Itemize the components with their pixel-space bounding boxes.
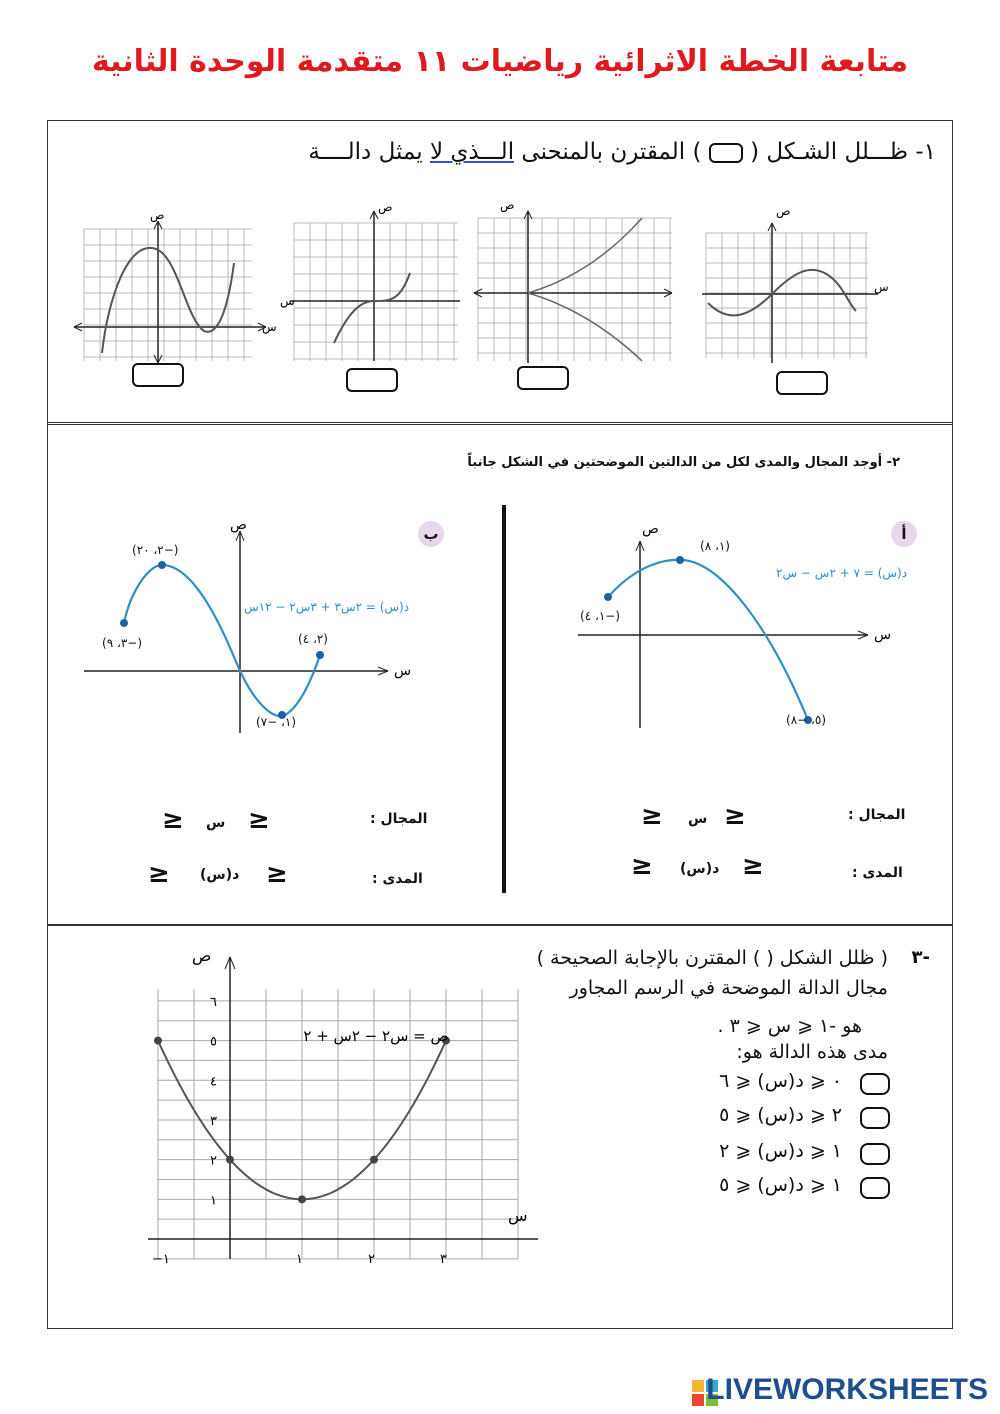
answer-box-4[interactable] bbox=[132, 363, 184, 387]
divider bbox=[502, 505, 506, 893]
data-point bbox=[370, 1156, 378, 1164]
graph-cubic-wave bbox=[68, 209, 278, 369]
answer-box-1[interactable] bbox=[776, 371, 828, 395]
data-point bbox=[226, 1156, 234, 1164]
option-box-2[interactable] bbox=[860, 1107, 890, 1129]
answer-box-3[interactable] bbox=[346, 368, 398, 392]
prompt-part: ظـــلل الشـكل ( bbox=[742, 139, 909, 165]
liveworksheets-brand: LIVEWORKSHEETS bbox=[706, 1373, 988, 1406]
y-tick-label: ٤ bbox=[210, 1074, 217, 1090]
axis-y-label: ص bbox=[230, 517, 247, 533]
axis-x-label: س bbox=[874, 280, 889, 294]
leq-symbol: ≥ bbox=[641, 801, 663, 831]
part-b-graph bbox=[78, 513, 412, 743]
leq-symbol: ≥ bbox=[742, 851, 764, 881]
leq-symbol: ≥ bbox=[724, 801, 746, 831]
question-3-text: مدى هذه الدالة هو: bbox=[736, 1041, 888, 1063]
chart-equation: ص = س٢ − ٢س + ٢ bbox=[303, 1027, 449, 1045]
part-a-badge: أ bbox=[891, 521, 917, 547]
question-2-section bbox=[47, 422, 953, 926]
part-a-equation: د(س) = ٧ + ٢س − س٢ bbox=[776, 566, 908, 580]
part-b-badge: ب bbox=[418, 521, 444, 547]
option-box-4[interactable] bbox=[860, 1177, 890, 1199]
option-text-3: ١ ⩽ د(س) ⩽ ٢ bbox=[719, 1140, 842, 1162]
prompt-part: يمثل دالــــة bbox=[308, 139, 430, 165]
leq-symbol: ≥ bbox=[148, 859, 170, 889]
y-tick-label: ٦ bbox=[210, 994, 217, 1010]
x-symbol: س bbox=[206, 815, 226, 831]
x-tick-label: −١ bbox=[152, 1252, 170, 1267]
leq-symbol: ≥ bbox=[631, 851, 653, 881]
option-text-1: ٠ ⩽ د(س) ⩽ ٦ bbox=[719, 1070, 842, 1092]
prompt-part: ) المقترن بالمنحنى bbox=[514, 139, 709, 165]
graph-sideways-parabola bbox=[472, 198, 682, 363]
point-label: (٢، ٤) bbox=[298, 632, 328, 646]
option-box-3[interactable] bbox=[860, 1143, 890, 1165]
question-3-number: ٣- bbox=[911, 947, 930, 968]
leq-symbol: ≥ bbox=[266, 859, 288, 889]
axis-x-label: س bbox=[262, 320, 277, 334]
part-b-equation: د(س) = ٢س٣ + ٣س٢ − ١٢س bbox=[244, 600, 410, 614]
prompt-underlined: الـــذي لا bbox=[429, 139, 515, 165]
y-tick-label: ٣ bbox=[210, 1113, 217, 1129]
question-3-text: هو -١ ⩽ س ⩽ ٣ . bbox=[717, 1015, 862, 1037]
part-b-range-label: المدى : bbox=[372, 871, 423, 887]
question-1-prompt bbox=[308, 139, 936, 165]
f-symbol: د(س) bbox=[200, 867, 240, 883]
part-b-domain-label: المجال : bbox=[370, 811, 428, 827]
f-symbol: د(س) bbox=[680, 861, 720, 877]
axis-x-label: س bbox=[280, 294, 295, 308]
axis-y-label: ص bbox=[500, 198, 515, 212]
question-3-section bbox=[47, 924, 953, 1329]
y-tick-label: ٢ bbox=[210, 1153, 217, 1169]
x-tick-label: ٣ bbox=[440, 1252, 447, 1267]
point-label: (١، ٨) bbox=[700, 539, 730, 553]
question-3-instruction: ( ظلل الشكل ( ) المقترن بالإجابة الصحيحة ) bbox=[536, 947, 888, 969]
data-point bbox=[154, 1037, 162, 1045]
point-label: (٥، −٨) bbox=[786, 713, 827, 727]
graph-sine bbox=[698, 203, 888, 363]
option-text-4: ١ ⩽ د(س) ⩽ ٥ bbox=[719, 1174, 842, 1196]
x-tick-label: ١ bbox=[296, 1252, 303, 1267]
axis-x-label: س bbox=[508, 1206, 528, 1225]
data-point bbox=[298, 1195, 306, 1203]
parabola-chart bbox=[98, 946, 528, 1305]
y-tick-label: ١ bbox=[210, 1193, 217, 1209]
option-text-2: ٢ ⩽ د(س) ⩽ ٥ bbox=[719, 1104, 842, 1126]
page-title: متابعة الخطة الاثرائية رياضيات ١١ متقدمة الوحدة الثانية bbox=[91, 44, 909, 79]
leq-symbol: ≥ bbox=[248, 805, 270, 835]
axis-y-label: ص bbox=[776, 204, 791, 218]
x-symbol: س bbox=[688, 811, 708, 827]
question-3-text: مجال الدالة الموضحة في الرسم المجاور bbox=[569, 977, 888, 999]
option-box-1[interactable] bbox=[860, 1073, 890, 1095]
axis-y-label: ص bbox=[378, 200, 393, 214]
point-label: (−٣، ٩) bbox=[102, 636, 143, 650]
leq-symbol: ≥ bbox=[162, 805, 184, 835]
question-2-prompt: ٢- أوجد المجال والمدى لكل من الدالتين الموضحتين في الشكل جانباً bbox=[467, 455, 900, 470]
shade-box-icon bbox=[709, 143, 743, 163]
point-label: (١، −٧) bbox=[256, 715, 297, 729]
axis-x-label: س bbox=[394, 663, 412, 679]
question-number: ١- bbox=[915, 139, 936, 165]
point-label: (−١، ٤) bbox=[580, 609, 621, 623]
part-a-domain-label: المجال : bbox=[848, 807, 906, 823]
graph-cubic bbox=[280, 200, 468, 363]
axis-y-label: ص bbox=[150, 208, 165, 222]
point-label: (−٢، ٢٠) bbox=[132, 543, 179, 557]
x-tick-label: ٢ bbox=[368, 1252, 375, 1267]
axis-y-label: ص bbox=[642, 521, 659, 537]
question-1-section bbox=[47, 120, 953, 425]
part-a-range-label: المدى : bbox=[852, 865, 903, 881]
y-tick-label: ٥ bbox=[210, 1034, 217, 1050]
axis-y-label: ص bbox=[192, 946, 212, 965]
axis-x-label: س bbox=[874, 627, 892, 643]
answer-box-2[interactable] bbox=[517, 366, 569, 390]
